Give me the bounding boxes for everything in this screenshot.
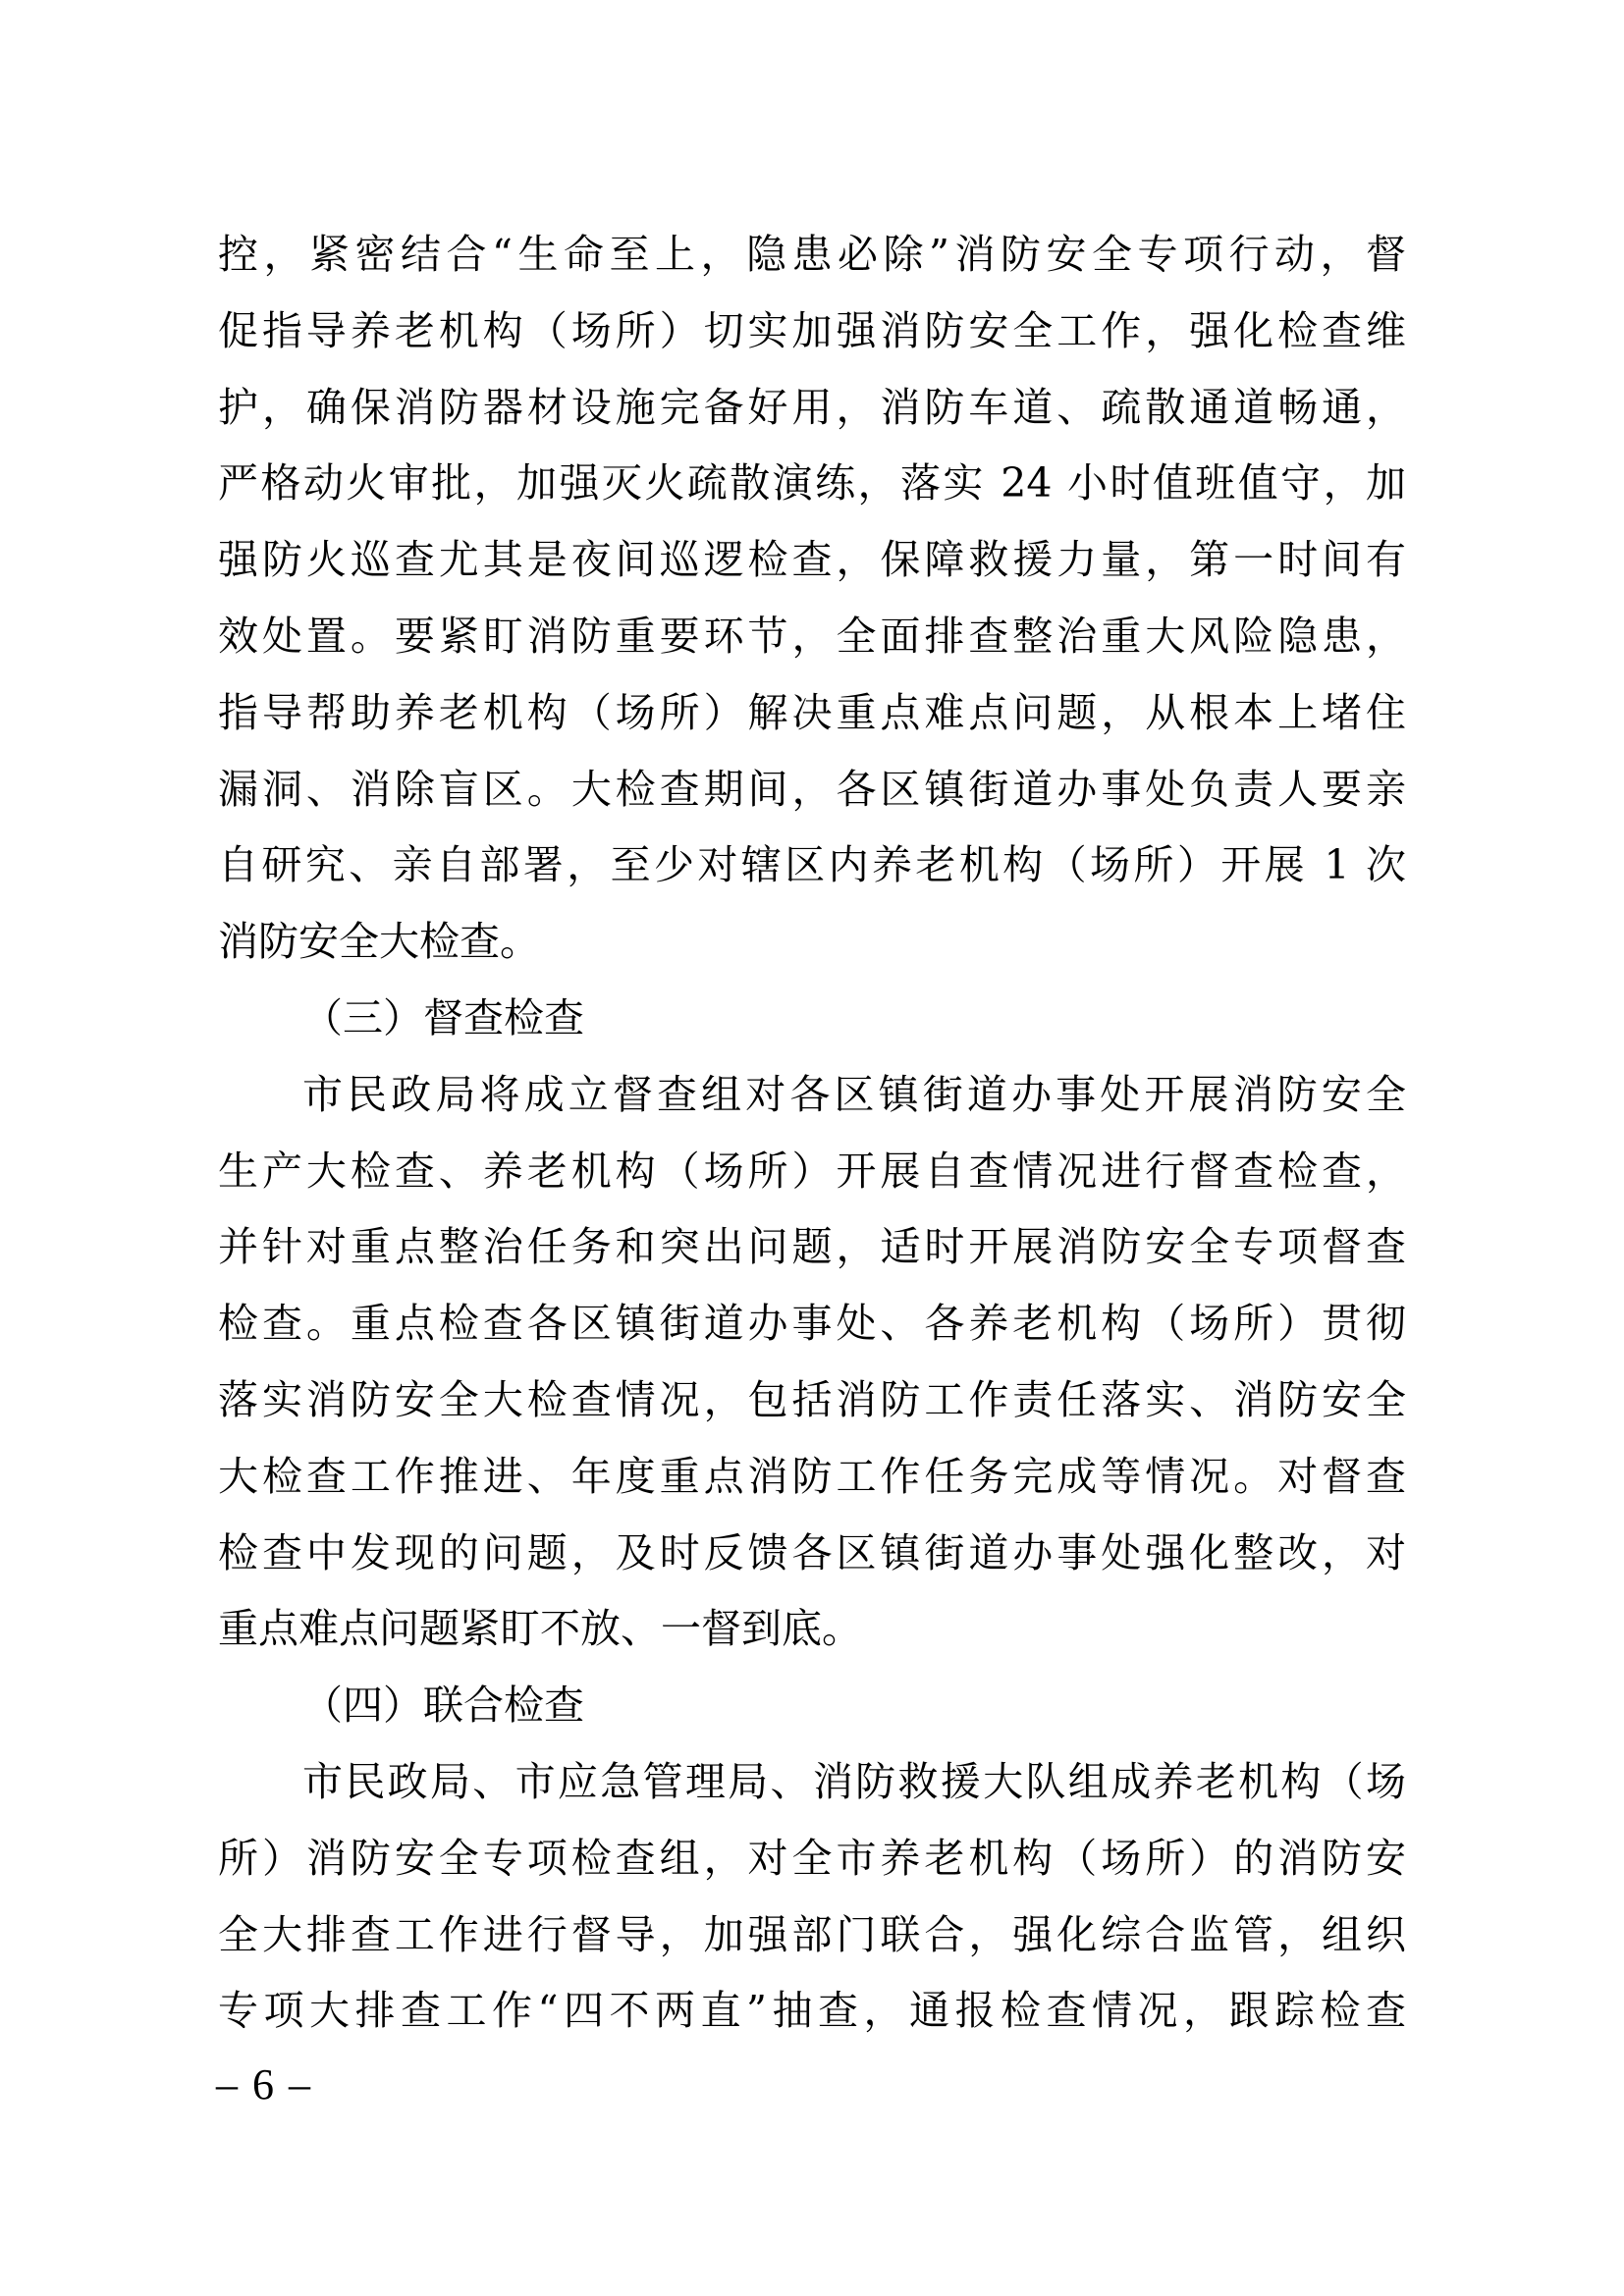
text-line: 全大排查工作进行督导，加强部门联合，强化综合监管，组织 (218, 1910, 1406, 1958)
text-line: 检查中发现的问题，及时反馈各区镇街道办事处强化整改，对 (218, 1528, 1406, 1576)
paragraph-joint-inspection (218, 1744, 1406, 2050)
text-line: 专项大排查工作“四不两直”抽查，通报检查情况，跟踪检查 (218, 1987, 1406, 2035)
body-text (218, 217, 1406, 2050)
text-line: 并针对重点整治任务和突出问题，适时开展消防安全专项督查 (218, 1223, 1406, 1271)
section-heading-supervision-inspection: （三）督查检查 (302, 993, 584, 1041)
text-line: 生产大检查、养老机构（场所）开展自查情况进行督查检查， (218, 1147, 1406, 1195)
text-line: 市民政局、市应急管理局、消防救援大队组成养老机构（场 (302, 1757, 1406, 1805)
text-line: 所）消防安全专项检查组，对全市养老机构（场所）的消防安 (218, 1834, 1406, 1882)
text-line: 严格动火审批，加强灭火疏散演练，落实 24 小时值班值守，加 (218, 459, 1406, 507)
paragraph-supervision-inspection (218, 1057, 1406, 1668)
text-line: 检查。重点检查各区镇街道办事处、各养老机构（场所）贯彻 (218, 1300, 1406, 1348)
text-line: 自研究、亲自部署，至少对辖区内养老机构（场所）开展 1 次 (218, 841, 1406, 889)
text-line: 市民政局将成立督查组对各区镇街道办事处开展消防安全 (302, 1070, 1406, 1118)
text-line: 护，确保消防器材设施完备好用，消防车道、疏散通道畅通， (218, 383, 1406, 431)
paragraph-continued (218, 217, 1406, 981)
text-line: 漏洞、消除盲区。大检查期间，各区镇街道办事处负责人要亲 (218, 765, 1406, 813)
section-heading-joint-inspection: （四）联合检查 (302, 1682, 584, 1730)
text-line: 消防安全大检查。 (218, 918, 540, 966)
text-line: 落实消防安全大检查情况，包括消防工作责任落实、消防安全 (218, 1375, 1406, 1423)
text-line: 强防火巡查尤其是夜间巡逻检查，保障救援力量，第一时间有 (218, 536, 1406, 584)
text-line: 促指导养老机构（场所）切实加强消防安全工作，强化检查维 (218, 306, 1406, 354)
text-line: 指导帮助养老机构（场所）解决重点难点问题，从根本上堵住 (218, 688, 1406, 736)
text-line: 控，紧密结合“生命至上，隐患必除”消防安全专项行动，督 (218, 231, 1406, 278)
page-number: – 6 – (216, 2060, 312, 2109)
text-line: 大检查工作推进、年度重点消防工作任务完成等情况。对督查 (218, 1452, 1406, 1500)
text-line: 重点难点问题紧盯不放、一督到底。 (218, 1605, 862, 1653)
text-line: 效处置。要紧盯消防重要环节，全面排查整治重大风险隐患， (218, 612, 1406, 660)
